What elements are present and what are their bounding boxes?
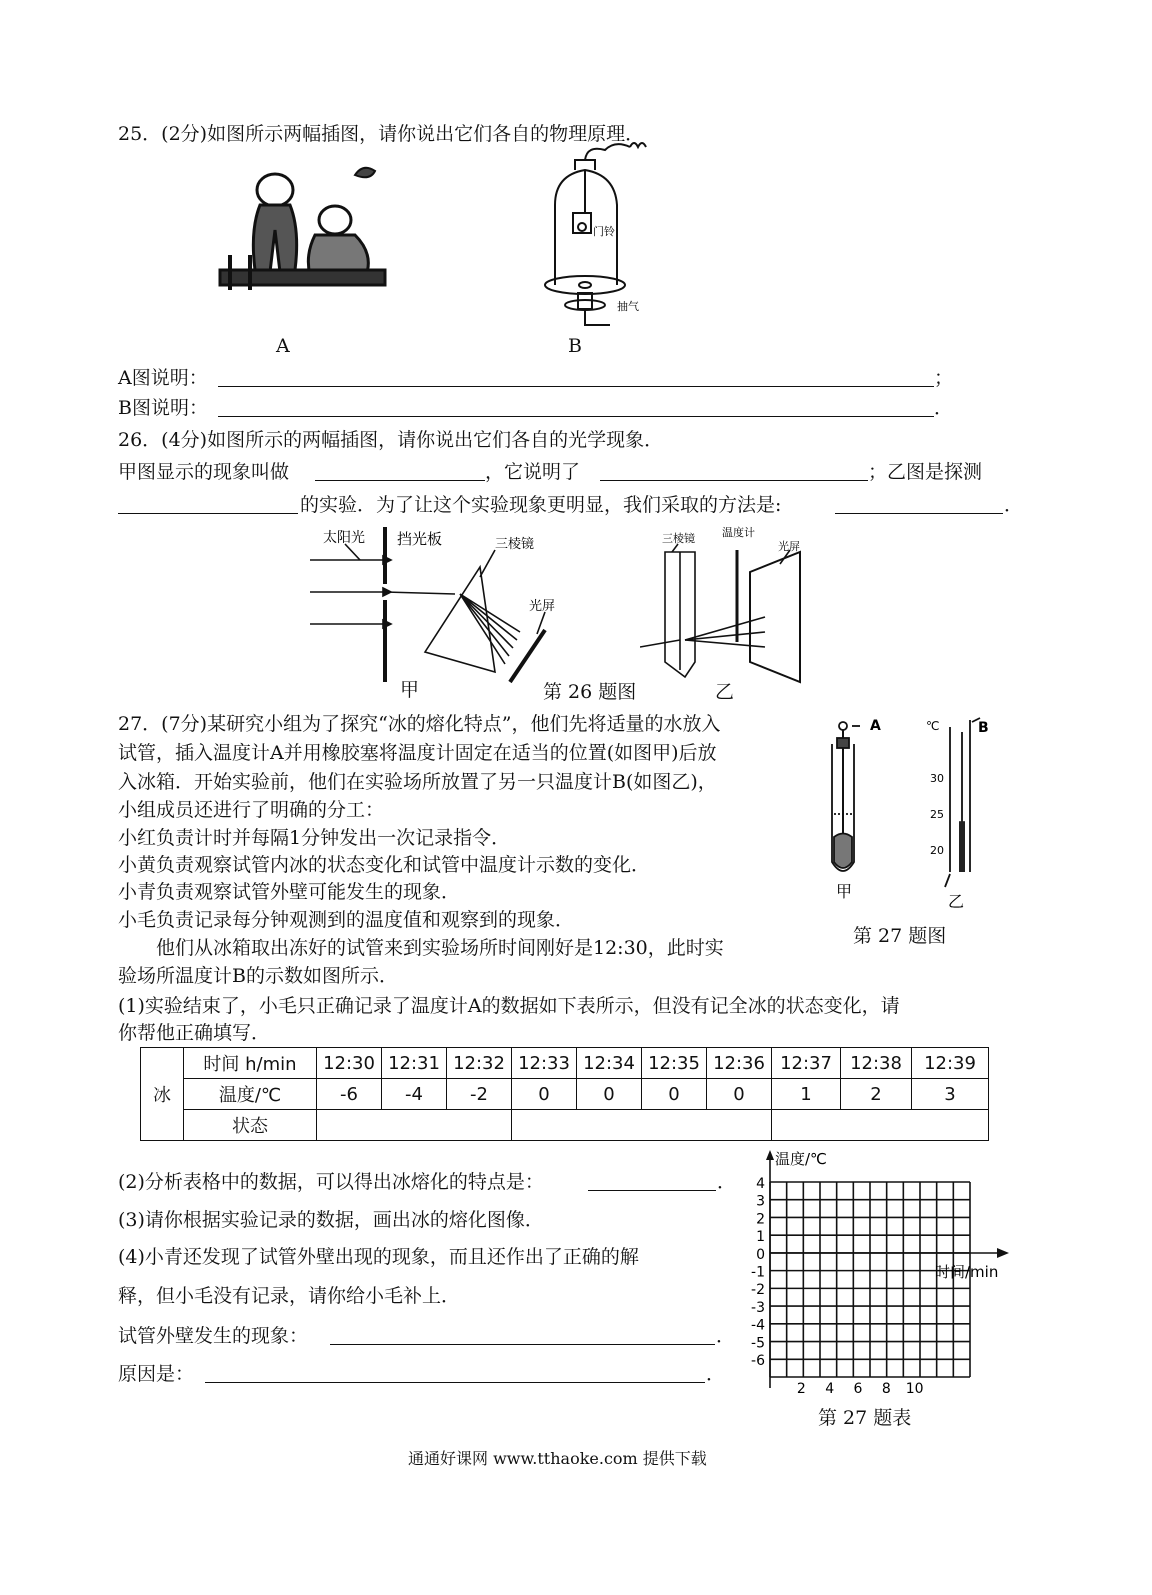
q27-fig-tick-25: 25 — [930, 808, 944, 821]
q26-method-blank[interactable] — [835, 513, 1003, 514]
q27-line-5: 小黄负责观察试管内冰的状态变化和试管中温度计示数的变化． — [118, 854, 651, 876]
time-cell: 12:32 — [447, 1048, 512, 1079]
state-cell-melting[interactable] — [512, 1110, 772, 1141]
time-cell: 12:38 — [841, 1048, 912, 1079]
q27-line-10: (1)实验结束了，小毛只正确记录了温度计A的数据如下表所示，但没有记全冰的状态变化，请 — [118, 995, 900, 1017]
q27-q4-line1: (4)小青还发现了试管外壁出现的现象，而且还作出了正确的解 — [118, 1246, 639, 1268]
graph-y-tick: 3 — [756, 1193, 765, 1210]
temp-cell: -6 — [317, 1079, 382, 1110]
q27-thermometer-b-column — [959, 821, 965, 872]
q26-line2-end: ． — [1004, 494, 1024, 516]
q27-fig-yi: 乙 — [948, 892, 965, 911]
q26-title: 26．(4分)如图所示的两幅插图，请你说出它们各自的光学现象． — [118, 429, 664, 451]
graph-y-tick: -1 — [751, 1264, 765, 1281]
q26-line1-b: ，它说明了 — [485, 461, 581, 483]
state-header: 状态 — [184, 1110, 317, 1141]
graph-x-tick: 2 — [796, 1381, 806, 1397]
q25-b-answer-blank[interactable] — [218, 416, 934, 417]
graph-y-tick: 1 — [756, 1229, 765, 1246]
time-cell: 12:31 — [382, 1048, 447, 1079]
q26-yi-screen-label: 光屏 — [778, 540, 800, 553]
q27-data-table — [140, 1047, 989, 1141]
graph-x-tick: 10 — [905, 1381, 924, 1397]
table-row-label: 冰 — [141, 1048, 184, 1141]
q27-line-0: 27．(7分)某研究小组为了探究“冰的熔化特点”，他们先将适量的水放入 — [118, 713, 721, 735]
graph-y-tick: 4 — [756, 1176, 765, 1192]
q25-title: 25．(2分)如图所示两幅插图，请你说出它们各自的物理原理． — [118, 123, 645, 145]
temp-cell: 0 — [512, 1079, 577, 1110]
q26-jia-sun-label: 太阳光 — [323, 530, 365, 546]
graph-y-tick: -3 — [751, 1299, 765, 1316]
q25-a-end: ； — [934, 367, 954, 389]
q27-figure — [820, 712, 1020, 912]
q26-figure-yi — [640, 522, 805, 692]
q27-line-11: 你帮他正确填写． — [118, 1022, 271, 1044]
temp-cell: 3 — [912, 1079, 989, 1110]
q27-fig-a-label: A — [870, 718, 881, 734]
time-cell: 12:33 — [512, 1048, 577, 1079]
temp-cell: 1 — [772, 1079, 841, 1110]
time-cell: 12:36 — [707, 1048, 772, 1079]
graph-x-tick: 6 — [853, 1381, 863, 1397]
table-row — [141, 1079, 989, 1110]
q27-fig-b-label: B — [978, 720, 989, 736]
q25-a-answer-blank[interactable] — [218, 386, 934, 387]
q27-line-6: 小青负责观察试管外壁可能发生的现象． — [118, 881, 461, 903]
graph-y-tick: 0 — [756, 1246, 765, 1263]
q27-fig-jia: 甲 — [836, 882, 853, 901]
q27-q2-blank[interactable] — [588, 1190, 716, 1191]
q25-fig-b-bell-text: 门铃 — [593, 225, 615, 238]
temp-cell: 0 — [577, 1079, 642, 1110]
q26-yi-label: 乙 — [715, 681, 735, 703]
q27-fig-caption: 第 27 题图 — [853, 925, 947, 947]
graph-y-tick: -2 — [751, 1282, 765, 1299]
graph-x-ticks — [797, 1381, 924, 1397]
state-cell-solid[interactable] — [317, 1110, 512, 1141]
temp-cell: 2 — [841, 1079, 912, 1110]
q27-melting-graph[interactable] — [735, 1148, 1020, 1398]
q27-q4-reason-end: ． — [706, 1363, 726, 1385]
graph-y-tick: -6 — [751, 1353, 765, 1369]
temp-header: 温度/℃ — [184, 1079, 317, 1110]
q26-figure-jia — [305, 522, 570, 687]
time-cell: 12:35 — [642, 1048, 707, 1079]
graph-y-tick: 2 — [756, 1211, 765, 1228]
time-cell: 12:34 — [577, 1048, 642, 1079]
q27-q2-end: ． — [717, 1171, 737, 1193]
q27-q2: (2)分析表格中的数据，可以得出冰熔化的特点是： — [118, 1171, 544, 1193]
graph-x-arrow-icon — [997, 1248, 1009, 1258]
q26-phenomenon-blank[interactable] — [315, 480, 485, 481]
q26-jia-label: 甲 — [400, 679, 420, 701]
graph-y-tick: -4 — [751, 1317, 765, 1334]
q26-line1-c: ；乙图是探测 — [868, 461, 983, 483]
temp-cell: 0 — [642, 1079, 707, 1110]
q27-q4-reason-blank[interactable] — [205, 1382, 705, 1383]
time-cell: 12:37 — [772, 1048, 841, 1079]
state-cell-liquid[interactable] — [772, 1110, 989, 1141]
q27-line-4: 小红负责计时并每隔1分钟发出一次记录指令． — [118, 827, 511, 849]
q26-jia-board-label: 挡光板 — [397, 530, 443, 548]
graph-x-tick: 8 — [881, 1381, 891, 1397]
time-cell: 12:39 — [912, 1048, 989, 1079]
q27-line-3: 小组成员还进行了明确的分工： — [118, 799, 385, 821]
q27-q4-phen-end: ． — [716, 1325, 736, 1347]
q27-line-1: 试管，插入温度计A并用橡胶塞将温度计固定在适当的位置(如图甲)后放 — [118, 742, 717, 764]
q26-jia-screen-label: 光屏 — [529, 599, 556, 614]
q25-a-prompt: A图说明： — [118, 367, 208, 389]
q27-q3: (3)请你根据实验记录的数据，画出冰的熔化图像． — [118, 1209, 544, 1231]
q27-q4-line2: 释，但小毛没有记录，请你给小毛补上． — [118, 1285, 461, 1307]
q26-line2-a: 的实验．为了让这个实验现象更明显，我们采取的方法是: — [300, 494, 782, 516]
q26-yi-thermo-label: 温度计 — [722, 526, 755, 539]
q27-q4-phen: 试管外壁发生的现象： — [118, 1325, 309, 1347]
q25-figure-a — [215, 160, 395, 300]
graph-y-ticks — [751, 1176, 765, 1369]
q27-q4-reason: 原因是： — [118, 1363, 195, 1385]
time-cell: 12:30 — [317, 1048, 382, 1079]
q25-fig-b-label: B — [568, 335, 582, 357]
temp-cell: 0 — [707, 1079, 772, 1110]
q27-fig-tick-30: 30 — [930, 772, 944, 785]
q27-line-8: 他们从冰箱取出冻好的试管来到实验场所时间刚好是12:30，此时实 — [118, 937, 724, 959]
graph-y-tick: -5 — [751, 1335, 765, 1352]
q25-fig-b-pump-text: 抽气 — [617, 300, 639, 313]
q27-line-2: 入冰箱．开始实验前，他们在实验场所放置了另一只温度计B(如图乙)， — [118, 771, 717, 793]
table-row — [141, 1048, 989, 1079]
q27-fig-unit: ℃ — [926, 719, 940, 733]
q27-line-9: 验场所温度计B的示数如图所示． — [118, 965, 398, 987]
table-row — [141, 1110, 989, 1141]
q26-explain-blank[interactable] — [600, 480, 868, 481]
q25-b-end: ． — [934, 397, 954, 419]
graph-y-label: 温度/℃ — [775, 1150, 827, 1168]
time-header: 时间 h/min — [184, 1048, 317, 1079]
q27-line-7: 小毛负责记录每分钟观测到的温度值和观察到的现象． — [118, 909, 575, 931]
temp-cell: -2 — [447, 1079, 512, 1110]
q26-line1-a: 甲图显示的现象叫做 — [118, 461, 290, 483]
q25-fig-a-label: A — [276, 335, 290, 357]
graph-x-label: 时间/min — [935, 1263, 999, 1281]
q26-detect-blank[interactable] — [118, 513, 298, 514]
temp-cell: -4 — [382, 1079, 447, 1110]
q25-figure-b — [535, 135, 665, 335]
q27-fig-tick-20: 20 — [930, 844, 944, 857]
graph-x-tick: 4 — [825, 1381, 835, 1397]
q26-jia-prism-label: 三棱镜 — [495, 537, 535, 552]
q27-q4-phen-blank[interactable] — [330, 1344, 715, 1345]
q26-yi-prism-label: 三棱镜 — [662, 532, 695, 545]
q27-graph-caption: 第 27 题表 — [818, 1407, 912, 1429]
graph-y-arrow-icon — [766, 1150, 774, 1160]
q25-b-prompt: B图说明： — [118, 397, 208, 419]
q26-caption: 第 26 题图 — [543, 681, 637, 703]
page-footer: 通通好课网 www.tthaoke.com 提供下载 — [408, 1449, 707, 1468]
